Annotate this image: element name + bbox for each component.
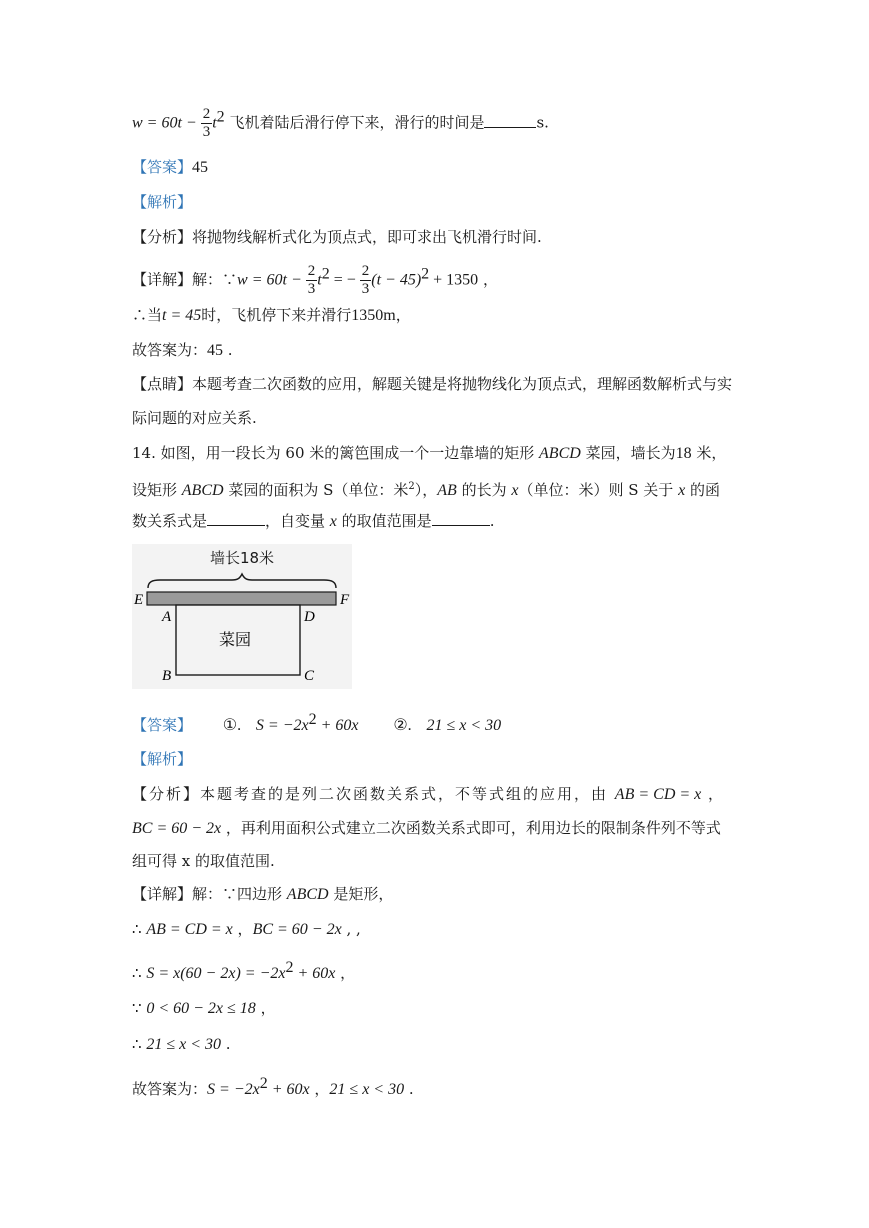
q13-therefore: ∴当t = 45时，飞机停下来并滑行1350m， [132, 306, 411, 324]
q13-comment: 【点睛】本题考查二次函数的应用，解题关键是将抛物线化为顶点式，理解函数解析式与实 [132, 375, 733, 393]
garden-label: 菜园 [218, 630, 252, 649]
q14-line2: 设矩形 ABCD 菜园的面积为 S（单位：米$^2$），AB 的长为 x（单位：米）则 S 关于 x 的函 [132, 481, 720, 499]
q14-analysis-1: 【分析】本题考查的是列二次函数关系式，不等式组的应用，由 AB = CD = x ， [132, 785, 726, 803]
blank-1 [207, 512, 265, 526]
q14-step3: ∵ 0 < 60 − 2x ≤ 18 ， [132, 999, 276, 1017]
label-A: A [162, 609, 172, 625]
q13-analysis: 【分析】将抛物线解析式化为顶点式，即可求出飞机滑行时间. [132, 228, 542, 246]
q14-analysis-3: 组可得 x 的取值范围. [132, 852, 275, 870]
q13-formula-line: w = 60t − $\frac{2}{3}$ $t^2$ 飞机着陆后滑行停下来，滑行的时间是 s. [132, 106, 549, 140]
q13-so-answer: 故答案为：45 . [132, 341, 233, 359]
q14-line3: 数关系式是 ，自变量 x 的取值范围是 . [132, 512, 495, 530]
q14-final: 故答案为：$S = -2x^2 + 60x$ ，21 ≤ x < 30 . [132, 1075, 414, 1098]
label-F: F [340, 592, 350, 608]
wall [147, 592, 336, 605]
q13-detail: 【详解】解：∵w = 60t − $\frac{2}{3}$ $t^2$ = − $\frac{2}{3}$ $(t - 45)^2 + 1350$ ， [132, 263, 498, 297]
label-B: B [162, 668, 172, 684]
q14-line1: 14. 如图，用一段长为 60 米的篱笆围成一个一边靠墙的矩形 ABCD 菜园，墙长为18 米， [132, 444, 727, 462]
q14-jiexi: 【解析】 [132, 750, 193, 768]
q14-detail: 【详解】解：∵四边形 ABCD 是矩形， [132, 885, 394, 903]
q14-step1: ∴ AB = CD = x ，BC = 60 − 2x , , [132, 920, 361, 938]
label-C: C [304, 668, 315, 684]
blank-2 [432, 512, 490, 526]
q14-answer: 【答案】 ①. $S = -2x^2 + 60x$ ②. 21 ≤ x < 30 [132, 711, 502, 734]
answer-tag: 【答案】 [132, 158, 193, 176]
fraction: $\frac{2}{3}$ [202, 106, 211, 140]
q14-analysis-2: BC = 60 − 2x ，再利用面积公式建立二次函数关系式即可，利用边长的限制条件列不等式 [132, 819, 721, 837]
label-D: D [304, 609, 315, 625]
q14-step2: ∴ $S = x(60 - 2x) = -2x^2 + 60x$ ， [132, 959, 356, 982]
q13-answer: 【答案】45 [132, 158, 209, 176]
q13-comment-cont: 际问题的对应关系. [132, 409, 257, 427]
q13-jiexi: 【解析】 [132, 193, 193, 211]
garden-figure [132, 544, 352, 689]
answer-blank [484, 114, 536, 128]
wall-label: 墙长18米 [209, 549, 275, 567]
q14-step4: ∴ 21 ≤ x < 30 . [132, 1035, 231, 1053]
label-E: E [134, 592, 144, 608]
q13-stem: 飞机着陆后滑行停下来，滑行的时间是 [224, 113, 485, 132]
formula-lhs: w = 60t − [132, 114, 201, 132]
